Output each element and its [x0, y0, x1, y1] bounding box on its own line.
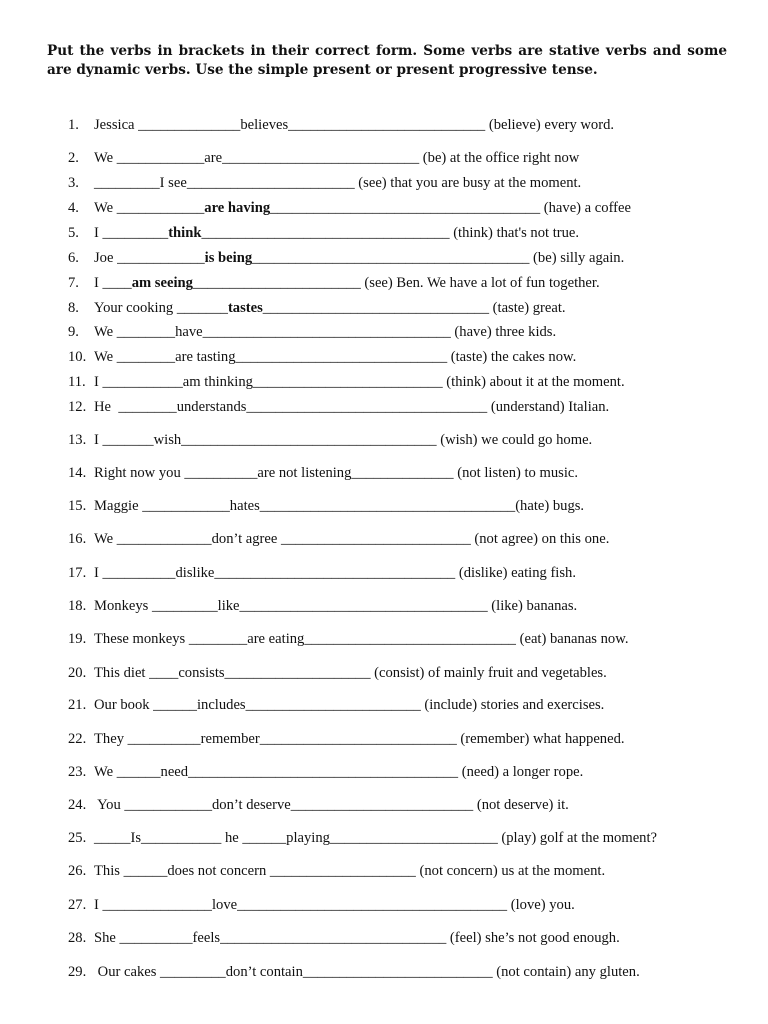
item-prompt: Right now you __________	[94, 465, 258, 481]
item-answer: believes	[240, 117, 289, 133]
item-number: 20.	[68, 665, 87, 681]
item-remainder: __________________________________ (think) that's not true.	[201, 225, 580, 241]
item-remainder: __________________________________ (have) three kids.	[202, 324, 557, 340]
exercise-item	[68, 564, 576, 582]
item-number: 4.	[68, 200, 79, 216]
item-prompt: They __________	[94, 731, 201, 747]
item-number: 7.	[68, 275, 79, 291]
item-number: 19.	[68, 631, 87, 647]
item-answer: I see	[159, 175, 187, 191]
item-answer: need	[160, 764, 189, 780]
item-remainder: __________________________ (not agree) on this one.	[277, 531, 610, 547]
item-remainder: _____________________________________ (love) you.	[237, 897, 575, 913]
exercise-item	[68, 323, 556, 341]
item-remainder: _____________________________ (eat) bananas now.	[304, 631, 629, 647]
item-remainder: ___________ he ______playing_______________________ (play) golf at the moment?	[141, 830, 658, 846]
exercise-item	[68, 299, 566, 317]
item-number: 2.	[68, 150, 79, 166]
item-answer: am seeing	[131, 275, 193, 291]
item-number: 29.	[68, 964, 87, 980]
item-answer: don’t agree	[211, 531, 278, 547]
item-remainder: ________________________ (include) stories and exercises.	[245, 697, 605, 713]
item-answer: wish	[153, 432, 182, 448]
item-prompt: We ______	[94, 764, 161, 780]
item-answer: are having	[204, 200, 271, 216]
item-remainder: _______________________________ (feel) she’s not good enough.	[220, 930, 620, 946]
exercise-item	[68, 963, 640, 981]
item-remainder: _____________________________ (taste) the cakes now.	[235, 349, 577, 365]
exercise-item	[68, 373, 625, 391]
item-remainder: __________________________ (think) about it at the moment.	[252, 374, 625, 390]
exercise-item	[68, 199, 631, 217]
item-prompt: She __________	[94, 930, 193, 946]
item-remainder: __________________________________ (like) bananas.	[239, 598, 578, 614]
item-number: 9.	[68, 324, 79, 340]
item-number: 25.	[68, 830, 87, 846]
item-answer: hates	[229, 498, 260, 514]
item-prompt: I _________	[94, 225, 169, 241]
item-answer: is being	[204, 250, 253, 266]
item-number: 24.	[68, 797, 87, 813]
item-answer: think	[168, 225, 202, 241]
item-remainder: _______________________ (see) Ben. We have a lot of fun together.	[192, 275, 600, 291]
item-answer: Is	[130, 830, 142, 846]
exercise-item	[68, 431, 592, 449]
item-prompt: Joe ____________	[94, 250, 205, 266]
item-answer: tastes	[227, 300, 263, 316]
item-remainder: ___________________________ (remember) what happened.	[259, 731, 625, 747]
item-answer: feels	[192, 930, 221, 946]
exercise-item	[68, 274, 600, 292]
item-prompt: Monkeys _________	[94, 598, 218, 614]
exercise-item	[68, 398, 609, 416]
exercise-item	[68, 730, 625, 748]
exercise-item	[68, 664, 607, 682]
item-answer: am thinking	[182, 374, 253, 390]
item-remainder: _____________________________________ (need) a longer rope.	[188, 764, 584, 780]
item-answer: are	[204, 150, 223, 166]
item-answer: are eating	[247, 631, 305, 647]
item-number: 28.	[68, 930, 87, 946]
item-number: 26.	[68, 863, 87, 879]
item-answer: remember	[200, 731, 260, 747]
exercise-item	[68, 929, 620, 947]
item-number: 8.	[68, 300, 79, 316]
item-prompt: I ____	[94, 275, 132, 291]
exercise-item	[68, 597, 577, 615]
item-prompt: I _______________	[94, 897, 212, 913]
item-remainder: ____________________ (not concern) us at the moment.	[266, 863, 606, 879]
item-prompt: We ________	[94, 349, 176, 365]
exercise-item	[68, 249, 624, 267]
item-number: 21.	[68, 697, 87, 713]
item-prompt: _____	[94, 830, 131, 846]
item-answer: don’t contain	[225, 964, 303, 980]
item-remainder: ____________________ (consist) of mainly fruit and vegetables.	[224, 665, 607, 681]
item-answer: consists	[178, 665, 225, 681]
item-prompt: These monkeys ________	[94, 631, 248, 647]
item-remainder: ______________ (not listen) to music.	[351, 465, 579, 481]
item-number: 3.	[68, 175, 79, 191]
item-answer: are tasting	[175, 349, 236, 365]
item-prompt: We ____________	[94, 200, 205, 216]
exercise-item	[68, 763, 583, 781]
item-prompt: We _____________	[94, 531, 212, 547]
instructions: Put the verbs in brackets in their correct form. Some verbs are stative verbs and some are dynamic verbs. Use the simple present or present progressive tense.	[47, 43, 727, 78]
exercise-item	[68, 829, 657, 847]
item-prompt: Jessica ______________	[94, 117, 241, 133]
item-answer: are not listening	[257, 465, 352, 481]
item-remainder: _____________________________________ (have) a coffee	[270, 200, 631, 216]
item-prompt: Your cooking _______	[94, 300, 228, 316]
item-number: 14.	[68, 465, 87, 481]
item-prompt: Our book ______	[94, 697, 197, 713]
item-number: 12.	[68, 399, 87, 415]
item-answer: does not concern	[167, 863, 267, 879]
item-prompt: You ____________	[94, 797, 212, 813]
item-answer: have	[175, 324, 203, 340]
item-prompt: He ________	[94, 399, 177, 415]
item-number: 5.	[68, 225, 79, 241]
item-remainder: ______________________________________ (be) silly again.	[252, 250, 625, 266]
exercise-item	[68, 174, 581, 192]
item-answer: love	[211, 897, 238, 913]
exercise-item	[68, 149, 579, 167]
exercise-item	[68, 696, 604, 714]
item-remainder: ___________________________________(hate) bugs.	[259, 498, 585, 514]
item-remainder: ___________________________ (believe) every word.	[288, 117, 615, 133]
item-number: 11.	[68, 374, 86, 390]
exercise-item	[68, 630, 628, 648]
item-prompt: I _______	[94, 432, 154, 448]
item-number: 10.	[68, 349, 87, 365]
item-number: 22.	[68, 731, 87, 747]
exercise-item	[68, 530, 609, 548]
item-number: 23.	[68, 764, 87, 780]
item-remainder: _______________________ (see) that you are busy at the moment.	[186, 175, 582, 191]
item-prompt: _________	[94, 175, 160, 191]
item-remainder: __________________________ (not contain) any gluten.	[302, 964, 640, 980]
item-prompt: We ____________	[94, 150, 205, 166]
exercise-item	[68, 796, 569, 814]
item-number: 27.	[68, 897, 87, 913]
item-prompt: Maggie ____________	[94, 498, 230, 514]
item-answer: don’t deserve	[212, 797, 291, 813]
item-remainder: ___________________________ (be) at the office right now	[222, 150, 580, 166]
item-answer: like	[217, 598, 240, 614]
item-prompt: This ______	[94, 863, 168, 879]
item-number: 6.	[68, 250, 79, 266]
item-remainder: _________________________ (not deserve) it.	[290, 797, 569, 813]
item-remainder: _________________________________ (dislike) eating fish.	[214, 565, 576, 581]
item-number: 16.	[68, 531, 87, 547]
exercise-item	[68, 116, 614, 134]
exercise-item	[68, 348, 576, 366]
item-answer: understands	[176, 399, 247, 415]
item-prompt: We ________	[94, 324, 176, 340]
item-answer: dislike	[175, 565, 215, 581]
item-number: 13.	[68, 432, 87, 448]
item-remainder: _______________________________ (taste) great.	[262, 300, 566, 316]
item-number: 17.	[68, 565, 87, 581]
exercise-item	[68, 497, 584, 515]
item-remainder: _________________________________ (understand) Italian.	[246, 399, 610, 415]
exercise-item	[68, 224, 579, 242]
item-prompt: Our cakes _________	[94, 964, 226, 980]
item-number: 15.	[68, 498, 87, 514]
exercise-item	[68, 896, 575, 914]
item-number: 18.	[68, 598, 87, 614]
exercise-item	[68, 862, 605, 880]
item-prompt: This diet ____	[94, 665, 179, 681]
exercise-item	[68, 464, 578, 482]
item-answer: includes	[196, 697, 246, 713]
item-number: 1.	[68, 117, 79, 133]
item-remainder: ___________________________________ (wish) we could go home.	[181, 432, 593, 448]
item-prompt: I __________	[94, 565, 176, 581]
item-prompt: I ___________	[94, 374, 183, 390]
